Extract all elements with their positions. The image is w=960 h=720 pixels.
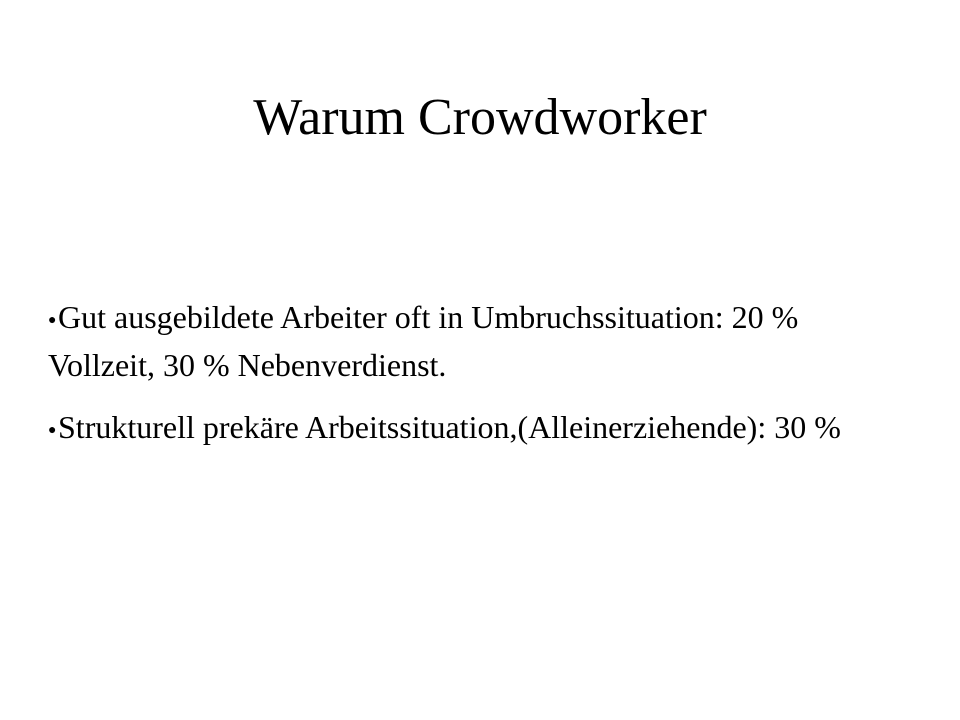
bullet-list (48, 293, 908, 465)
bullet-text: Strukturell prekäre Arbeitssituation,(Alleinerziehende): 30 % (58, 409, 841, 445)
bullet-dot-icon: ● (48, 423, 57, 438)
slide-title: Warum Crowdworker (253, 89, 707, 146)
bullet-text: Gut ausgebildete Arbeiter oft in Umbruchssituation: 20 % Vollzeit, 30 % Nebenverdienst. (48, 299, 799, 383)
bullet-item (48, 403, 908, 451)
bullet-item (48, 293, 908, 389)
bullet-dot-icon: ● (48, 313, 57, 328)
